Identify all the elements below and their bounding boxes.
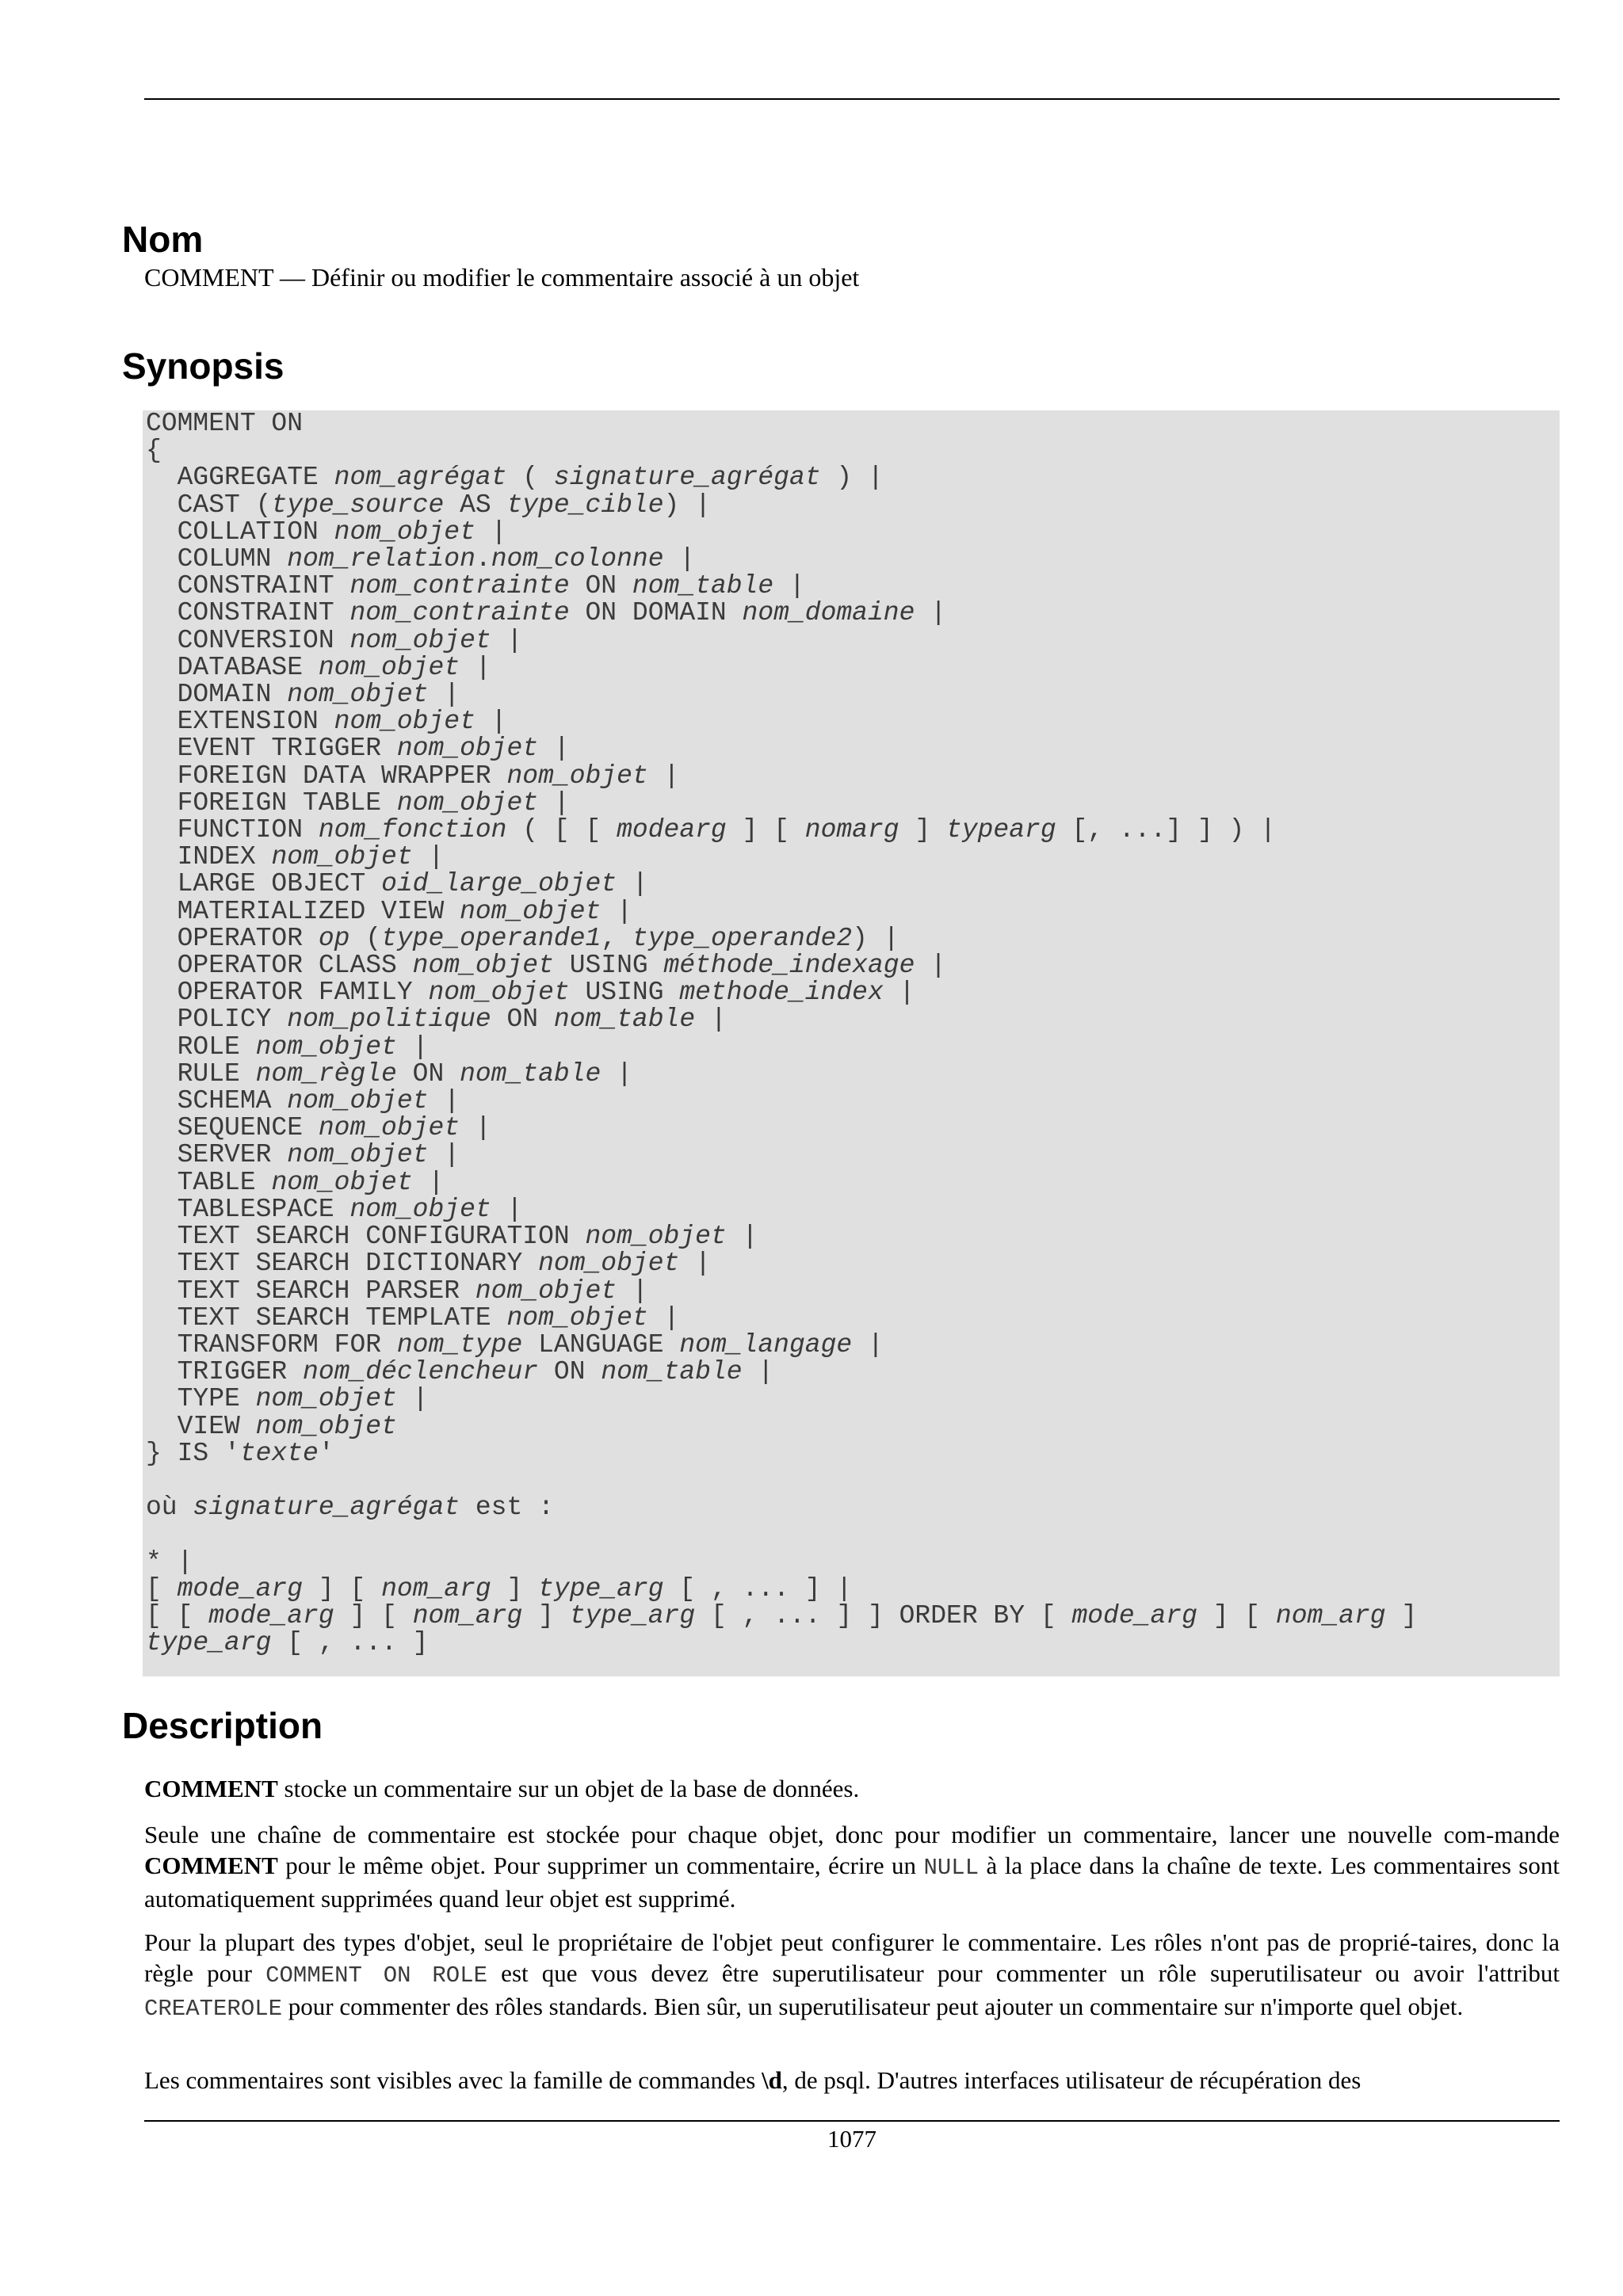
code-literal: NULL <box>923 1855 980 1881</box>
synopsis-placeholder: methode_index <box>679 978 884 1008</box>
description-paragraph-2: Seule une chaîne de commentaire est stockée pour chaque objet, donc pour modifier un commentaire, lancer une nouvelle com-mande COMMENT pour le même objet. Pour supprimer un commentaire, écrire un NULL à la place dans la chaîne de texte. Les commentaires sont automatiquement supprimées quand leur objet est supprimé. <box>144 1821 1560 1913</box>
synopsis-placeholder: nom_objet <box>287 680 429 710</box>
synopsis-block <box>143 410 1560 1676</box>
synopsis-placeholder: nom_arg <box>1275 1600 1386 1630</box>
synopsis-placeholder: nom_colonne <box>491 544 664 574</box>
synopsis-placeholder: nom_objet <box>255 1384 397 1414</box>
synopsis-placeholder: nom_objet <box>318 652 460 682</box>
synopsis-placeholder: signature_agrégat <box>193 1493 460 1523</box>
synopsis-placeholder: type_operande2 <box>632 923 853 953</box>
synopsis-placeholder: nomarg <box>804 815 899 845</box>
synopsis-placeholder: modearg <box>617 815 727 845</box>
synopsis-placeholder: texte <box>239 1438 319 1468</box>
synopsis-placeholder: type_operande1 <box>381 923 601 953</box>
synopsis-placeholder: nom_objet <box>287 1086 429 1116</box>
synopsis-placeholder: nom_fonction <box>318 815 507 845</box>
synopsis-placeholder: mode_arg <box>208 1600 334 1630</box>
synopsis-placeholder: type_source <box>271 490 445 520</box>
command-name: \d <box>762 2066 782 2094</box>
synopsis-placeholder: nom_objet <box>396 788 539 818</box>
heading-description: Description <box>122 1705 323 1746</box>
synopsis-placeholder: nom_objet <box>334 707 475 737</box>
synopsis-placeholder: mode_arg <box>1071 1600 1197 1630</box>
synopsis-placeholder: nom_objet <box>349 1194 491 1224</box>
synopsis-placeholder: nom_arg <box>381 1573 491 1604</box>
description-paragraph-3: Pour la plupart des types d'objet, seul le propriétaire de l'objet peut configurer le commentaire. Les rôles n'ont pas de proprié-taires, donc la règle pour COMMENT ON ROLE est que vous devez être superutilisateur pour commenter un rôle superutilisateur ou avoir l'attribut CREATEROLE pour commenter des rôles standards. Bien sûr, un superutilisateur peut ajouter un commentaire sur n'importe quel objet. <box>144 1928 1560 2022</box>
refname-command: COMMENT <box>144 263 273 292</box>
synopsis-placeholder: nom_objet <box>271 842 413 872</box>
synopsis-placeholder: mode_arg <box>177 1573 304 1604</box>
synopsis-placeholder: oid_large_objet <box>381 869 617 899</box>
synopsis-placeholder: nom_objet <box>287 1140 429 1170</box>
synopsis-placeholder: nom_règle <box>255 1058 397 1089</box>
synopsis-placeholder: nom_objet <box>428 978 570 1008</box>
synopsis-placeholder: nom_objet <box>349 625 491 655</box>
description-paragraph-4: Les commentaires sont visibles avec la famille de commandes \d, de psql. D'autres interfaces utilisateur de récupération des <box>144 2066 1361 2094</box>
refname-line <box>144 261 859 293</box>
command-name: COMMENT <box>144 1775 278 1802</box>
synopsis-placeholder: nom_politique <box>287 1005 491 1035</box>
synopsis-placeholder: nom_objet <box>506 761 648 791</box>
synopsis-placeholder: typearg <box>946 815 1056 845</box>
synopsis-placeholder: nom_objet <box>412 951 554 981</box>
synopsis-code: COMMENT ON { AGGREGATE nom_agrégat ( signature_agrégat ) | CAST (type_source AS type_cible) | COLLATION nom_objet | COLUMN nom_relation.nom_colonne | CONSTRAINT nom_contrainte ON nom_table | CONSTRAINT nom_contrainte ON DOMAIN nom_domaine | CONVERSION nom_objet | DATABASE nom_objet | DOMAIN nom_objet | EXTENSION nom_objet | EVENT TRIGGER nom_objet | FOREIGN DATA WRAPPER nom_objet | FOREIGN TABLE nom_objet | FUNCTION nom_fonction ( [ [ modearg ] [ nomarg ] typearg [, ...] ] ) | INDEX nom_objet | LARGE OBJECT oid_large_objet | MATERIALIZED VIEW nom_objet | OPERATOR op (type_operande1, type_operande2) | OPERATOR CLASS nom_objet USING méthode_indexage | OPERATOR FAMILY nom_objet USING methode_index | POLICY nom_politique ON nom_table | ROLE nom_objet | RULE nom_règle ON nom_table | SCHEMA nom_objet | SEQUENCE nom_objet | SERVER nom_objet | TABLE nom_objet | TABLESPACE nom_objet | TEXT SEARCH CONFIGURATION nom_objet | TEXT SEARCH DICTIONARY nom_objet | TEXT SEARCH PARSER nom_objet | TEXT SEARCH TEMPLATE nom_objet | TRANSFORM FOR nom_type LANGUAGE nom_langage | TRIGGER nom_déclencheur ON nom_table | TYPE nom_objet | VIEW nom_objet } IS 'texte' où signature_agrégat est : * | [ mode_arg ] [ nom_arg ] type_arg [ , ... ] | [ [ mode_arg ] [ nom_arg ] type_arg [ , ... ] ] ORDER BY [ mode_arg ] [ nom_arg ] type_arg [ , ... ] <box>146 409 1418 1658</box>
synopsis-placeholder: nom_relation <box>287 544 475 574</box>
synopsis-placeholder: type_arg <box>538 1573 664 1604</box>
synopsis-placeholder: nom_objet <box>460 896 601 926</box>
footer-rule <box>144 2120 1560 2122</box>
synopsis-placeholder: nom_domaine <box>742 598 915 628</box>
code-literal: COMMENT ON ROLE <box>265 1962 488 1989</box>
synopsis-placeholder: nom_objet <box>334 517 475 547</box>
synopsis-placeholder: nom_objet <box>475 1276 617 1306</box>
code-literal: CREATEROLE <box>144 1996 283 2022</box>
synopsis-placeholder: nom_arg <box>412 1600 523 1630</box>
refname-separator: — <box>273 263 311 292</box>
synopsis-placeholder: nom_table <box>553 1005 696 1035</box>
synopsis-placeholder: nom_objet <box>585 1222 727 1252</box>
synopsis-placeholder: nom_objet <box>255 1032 397 1062</box>
heading-name: Nom <box>122 219 204 260</box>
synopsis-placeholder: nom_contrainte <box>349 598 570 628</box>
synopsis-placeholder: nom_objet <box>506 1302 648 1333</box>
synopsis-placeholder: nom_objet <box>271 1167 413 1197</box>
synopsis-placeholder: nom_déclencheur <box>303 1357 539 1387</box>
synopsis-placeholder: nom_type <box>396 1329 523 1360</box>
synopsis-placeholder: nom_objet <box>538 1249 680 1279</box>
synopsis-placeholder: nom_objet <box>396 734 539 764</box>
synopsis-placeholder: signature_agrégat <box>553 463 821 493</box>
synopsis-placeholder: nom_objet <box>255 1411 397 1441</box>
heading-synopsis: Synopsis <box>122 345 285 387</box>
synopsis-placeholder: nom_contrainte <box>349 571 570 601</box>
synopsis-placeholder: type_cible <box>506 490 664 520</box>
synopsis-placeholder: nom_objet <box>318 1113 460 1143</box>
synopsis-placeholder: nom_langage <box>679 1329 853 1360</box>
synopsis-placeholder: méthode_indexage <box>663 951 915 981</box>
refname-purpose: Définir ou modifier le commentaire associé à un objet <box>311 263 860 292</box>
synopsis-placeholder: nom_table <box>632 571 774 601</box>
synopsis-placeholder: nom_agrégat <box>334 463 507 493</box>
synopsis-placeholder: op <box>318 923 350 953</box>
synopsis-placeholder: nom_table <box>460 1058 601 1089</box>
command-name: COMMENT <box>144 1852 278 1879</box>
page-number: 1077 <box>827 2125 876 2153</box>
synopsis-placeholder: type_arg <box>569 1600 696 1630</box>
synopsis-placeholder: nom_table <box>601 1357 743 1387</box>
description-paragraph-1: COMMENT stocke un commentaire sur un objet de la base de données. <box>144 1775 860 1802</box>
header-rule <box>144 98 1560 100</box>
synopsis-placeholder: type_arg <box>146 1628 272 1658</box>
